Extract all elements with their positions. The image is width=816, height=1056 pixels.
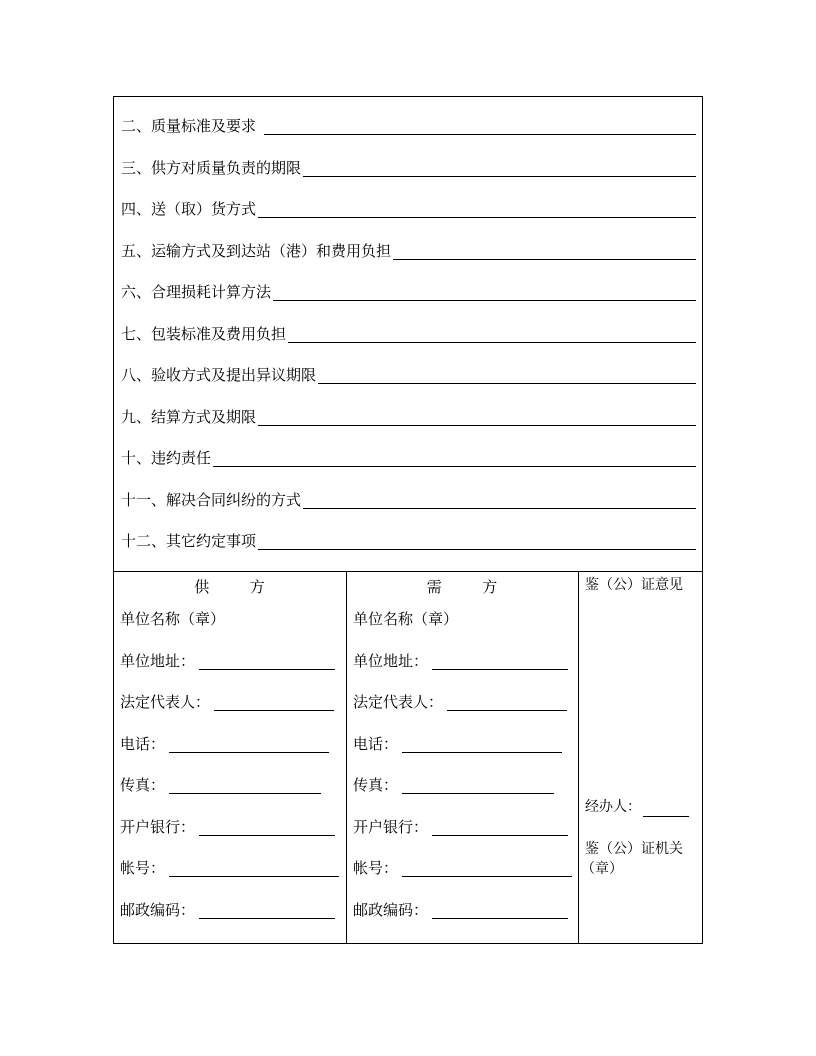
- clause-fill-line[interactable]: [303, 494, 696, 509]
- clause-label: 四、送（取）货方式: [121, 200, 257, 218]
- clause-fill-line[interactable]: [264, 120, 696, 135]
- clause-fill-line[interactable]: [258, 535, 696, 550]
- heading-char: 需: [426, 578, 443, 596]
- notary-column: [579, 572, 703, 944]
- heading-char: 方: [482, 578, 499, 596]
- clause-label: 十、违约责任: [121, 449, 212, 467]
- heading-char: 供: [194, 578, 211, 596]
- postcode-input[interactable]: [199, 904, 335, 919]
- field-label: 法定代表人：: [353, 693, 444, 711]
- clause-label: 八、验收方式及提出异议期限: [121, 366, 317, 384]
- field-label: 电话：: [120, 735, 166, 753]
- notary-handler: [585, 797, 689, 817]
- notary-seal-label: （章）: [581, 861, 623, 877]
- bank-input[interactable]: [432, 821, 568, 836]
- field-label: 单位地址：: [120, 652, 196, 670]
- clause-label: 二、质量标准及要求: [121, 117, 257, 135]
- field-label: 开户银行：: [120, 818, 196, 836]
- clause-settlement: [121, 404, 696, 426]
- contract-form: [113, 96, 703, 944]
- clause-label: 七、包装标准及费用负担: [121, 325, 287, 343]
- supplier-bank: [120, 814, 335, 836]
- fax-input[interactable]: [169, 779, 321, 794]
- clause-inspection: [121, 362, 696, 384]
- handler-label: 经办人：: [585, 799, 641, 815]
- clause-dispute: [121, 487, 696, 509]
- clause-loss-calculation: [121, 279, 696, 301]
- buyer-unit-name: [353, 606, 458, 628]
- field-label: 帐号：: [353, 859, 399, 877]
- buyer-fax: [353, 772, 554, 794]
- buyer-column: [347, 572, 578, 944]
- handler-input[interactable]: [643, 802, 689, 817]
- clauses-section: [114, 97, 702, 571]
- field-label: 传真：: [120, 776, 166, 794]
- buyer-address: [353, 648, 568, 670]
- clause-packaging: [121, 321, 696, 343]
- field-label: 法定代表人：: [120, 693, 211, 711]
- heading-char: 方: [249, 578, 266, 596]
- bank-input[interactable]: [199, 821, 335, 836]
- clause-fill-line[interactable]: [258, 203, 696, 218]
- clause-fill-line[interactable]: [393, 245, 696, 260]
- field-label: 邮政编码：: [353, 901, 429, 919]
- buyer-phone: [353, 731, 562, 753]
- clause-quality-period: [121, 155, 696, 177]
- clause-label: 五、运输方式及到达站（港）和费用负担: [121, 242, 392, 260]
- phone-input[interactable]: [402, 738, 562, 753]
- account-input[interactable]: [402, 862, 572, 877]
- clause-other: [121, 528, 696, 550]
- phone-input[interactable]: [169, 738, 329, 753]
- buyer-legal-rep: [353, 689, 567, 711]
- clause-transport: [121, 238, 696, 260]
- supplier-postcode: [120, 897, 335, 919]
- clause-label: 十一、解决合同纠纷的方式: [121, 491, 302, 509]
- supplier-heading: [114, 576, 346, 597]
- notary-opinion-label: 鉴（公）证意见: [585, 577, 683, 593]
- field-label: 帐号：: [120, 859, 166, 877]
- fax-input[interactable]: [402, 779, 554, 794]
- clause-label: 九、结算方式及期限: [121, 408, 257, 426]
- supplier-unit-name: [120, 606, 225, 628]
- clause-fill-line[interactable]: [258, 411, 696, 426]
- clause-liability: [121, 445, 696, 467]
- buyer-bank: [353, 814, 568, 836]
- clause-quality-standard: [121, 113, 696, 135]
- supplier-column: [114, 572, 346, 944]
- field-label: 单位名称（章）: [120, 610, 226, 628]
- supplier-legal-rep: [120, 689, 334, 711]
- buyer-heading: [347, 576, 578, 597]
- field-label: 传真：: [353, 776, 399, 794]
- notary-authority-label: 鉴（公）证机关: [585, 841, 683, 857]
- address-input[interactable]: [432, 655, 568, 670]
- supplier-phone: [120, 731, 329, 753]
- account-input[interactable]: [169, 862, 339, 877]
- clause-fill-line[interactable]: [318, 369, 696, 384]
- legal-rep-input[interactable]: [447, 696, 567, 711]
- clause-label: 十二、其它约定事项: [121, 532, 257, 550]
- address-input[interactable]: [199, 655, 335, 670]
- buyer-account: [353, 855, 572, 877]
- field-label: 单位名称（章）: [353, 610, 459, 628]
- clause-label: 三、供方对质量负责的期限: [121, 159, 302, 177]
- legal-rep-input[interactable]: [214, 696, 334, 711]
- supplier-address: [120, 648, 335, 670]
- supplier-fax: [120, 772, 321, 794]
- buyer-postcode: [353, 897, 568, 919]
- postcode-input[interactable]: [432, 904, 568, 919]
- field-label: 邮政编码：: [120, 901, 196, 919]
- clause-fill-line[interactable]: [273, 286, 696, 301]
- clause-fill-line[interactable]: [213, 452, 696, 467]
- field-label: 电话：: [353, 735, 399, 753]
- field-label: 单位地址：: [353, 652, 429, 670]
- field-label: 开户银行：: [353, 818, 429, 836]
- clause-fill-line[interactable]: [288, 328, 696, 343]
- clause-fill-line[interactable]: [303, 162, 696, 177]
- clause-label: 六、合理损耗计算方法: [121, 283, 272, 301]
- clause-delivery-method: [121, 196, 696, 218]
- supplier-account: [120, 855, 339, 877]
